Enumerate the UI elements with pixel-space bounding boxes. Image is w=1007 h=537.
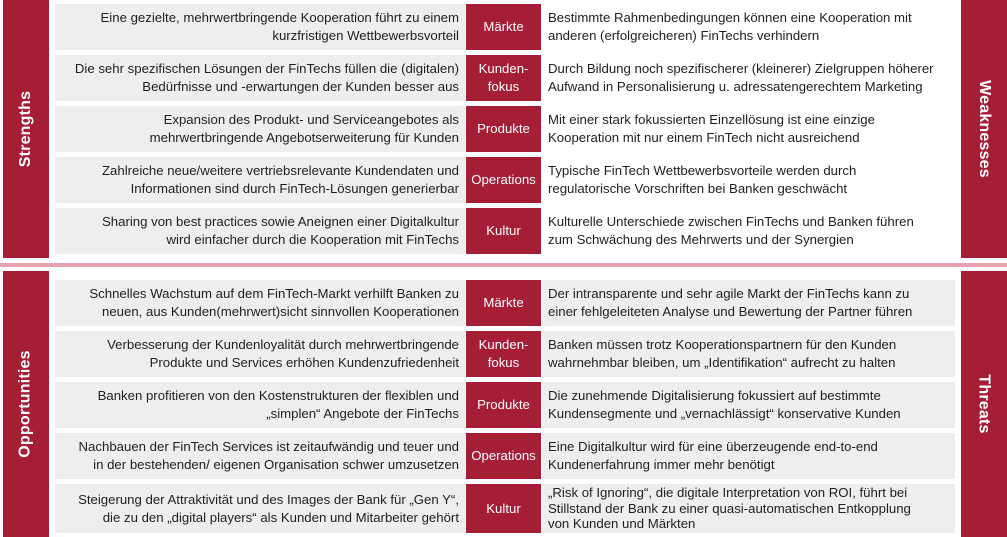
swot-row-operations-bottom xyxy=(55,433,955,479)
opportunities-label: Opportunities xyxy=(17,350,35,458)
weakness-cell: Mit einer stark fokussierten Einzellösung ist eine einzige Kooperation mit nur einem FinTech nicht ausreichend xyxy=(542,106,955,152)
category-cell: Kunden- fokus xyxy=(466,55,541,101)
threat-cell: Eine Digitalkultur wird für eine überzeugende end-to-end Kundenerfahrung immer mehr benötigt xyxy=(542,433,955,479)
category-cell: Produkte xyxy=(466,106,541,152)
strengths-label: Strengths xyxy=(17,90,35,168)
opportunity-cell: Verbesserung der Kundenloyalität durch mehrwertbringende Produkte und Services erhöhen Kundenzufriedenheit xyxy=(55,331,465,377)
opportunity-cell: Steigerung der Attraktivität und des Images der Bank für „Gen Y“, die zu den „digital players“ als Kunden und Mitarbeiter gehört xyxy=(55,484,465,533)
strength-cell: Eine gezielte, mehrwertbringende Kooperation führt zu einem kurzfristigen Wettbewerbsvorteil xyxy=(55,4,465,50)
weakness-cell: Typische FinTech Wettbewerbsvorteile werden durch regulatorische Vorschriften bei Banken geschwächt xyxy=(542,157,955,203)
category-cell: Märkte xyxy=(466,280,541,326)
strength-cell: Sharing von best practices sowie Aneignen einer Digitalkultur wird einfacher durch die Kooperation mit FinTechs xyxy=(55,208,465,254)
swot-row-markte-top xyxy=(55,4,955,50)
opportunity-cell: Banken profitieren von den Kostenstrukturen der flexiblen und „simplen“ Angebote der FinTechs xyxy=(55,382,465,428)
swot-row-kultur-bottom xyxy=(55,484,955,533)
weaknesses-label: Weaknesses xyxy=(976,80,993,178)
weakness-cell: Durch Bildung noch spezifischerer (kleinerer) Zielgruppen höherer Aufwand in Personalisierung u. adressatengerechtem Marketing xyxy=(542,55,955,101)
threat-cell: Banken müssen trotz Kooperationspartnern für den Kunden wahrnehmbar bleiben, um „Identifikation“ aufrecht zu halten xyxy=(542,331,955,377)
weaknesses-label-bar xyxy=(961,0,1007,258)
threats-label-bar xyxy=(961,271,1007,537)
strength-cell: Die sehr spezifischen Lösungen der FinTechs füllen die (digitalen) Bedürfnisse und -erwartungen der Kunden besser aus xyxy=(55,55,465,101)
threat-cell: Der intransparente und sehr agile Markt der FinTechs kann zu einer fehlgeleiteten Analyse und Bewertung der Partner führen xyxy=(542,280,955,326)
swot-row-kultur-top xyxy=(55,208,955,254)
swot-row-produkte-bottom xyxy=(55,382,955,428)
swot-row-operations-top xyxy=(55,157,955,203)
category-cell: Kultur xyxy=(466,484,541,533)
swot-row-kundenfokus-top xyxy=(55,55,955,101)
threat-cell: „Risk of Ignoring“, die digitale Interpretation von ROI, führt bei Stillstand der Bank zu einer quasi-automatischen Entkopplung von Kunden und Märkten xyxy=(542,484,955,533)
category-cell: Kultur xyxy=(466,208,541,254)
swot-row-markte-bottom xyxy=(55,280,955,326)
threats-label: Threats xyxy=(976,374,994,434)
threat-cell: Die zunehmende Digitalisierung fokussiert auf bestimmte Kundensegmente und „vernachlässigt“ konservative Kunden xyxy=(542,382,955,428)
strengths-label-bar xyxy=(3,0,49,258)
category-cell: Operations xyxy=(466,157,541,203)
opportunities-label-bar xyxy=(3,271,49,537)
strength-cell: Expansion des Produkt- und Serviceangebotes als mehrwertbringende Angebotserweiterung für Kunden xyxy=(55,106,465,152)
swot-row-produkte-top xyxy=(55,106,955,152)
category-cell: Operations xyxy=(466,433,541,479)
strength-cell: Zahlreiche neue/weitere vertriebsrelevante Kundendaten und Informationen sind durch FinTech-Lösungen generierbar xyxy=(55,157,465,203)
opportunity-cell: Nachbauen der FinTech Services ist zeitaufwändig und teuer und in der bestehenden/ eigenen Organisation schwer umzusetzen xyxy=(55,433,465,479)
weakness-cell: Bestimmte Rahmenbedingungen können eine Kooperation mit anderen (erfolgreicheren) FinTechs verhindern xyxy=(542,4,955,50)
swot-row-kundenfokus-bottom xyxy=(55,331,955,377)
section-divider xyxy=(0,263,1007,267)
category-cell: Kunden- fokus xyxy=(466,331,541,377)
weakness-cell: Kulturelle Unterschiede zwischen FinTechs und Banken führen zum Schwächung des Mehrwerts und der Synergien xyxy=(542,208,955,254)
category-cell: Produkte xyxy=(466,382,541,428)
opportunity-cell: Schnelles Wachstum auf dem FinTech-Markt verhilft Banken zu neuen, aus Kunden(mehrwert)sicht sinnvollen Kooperationen xyxy=(55,280,465,326)
category-cell: Märkte xyxy=(466,4,541,50)
